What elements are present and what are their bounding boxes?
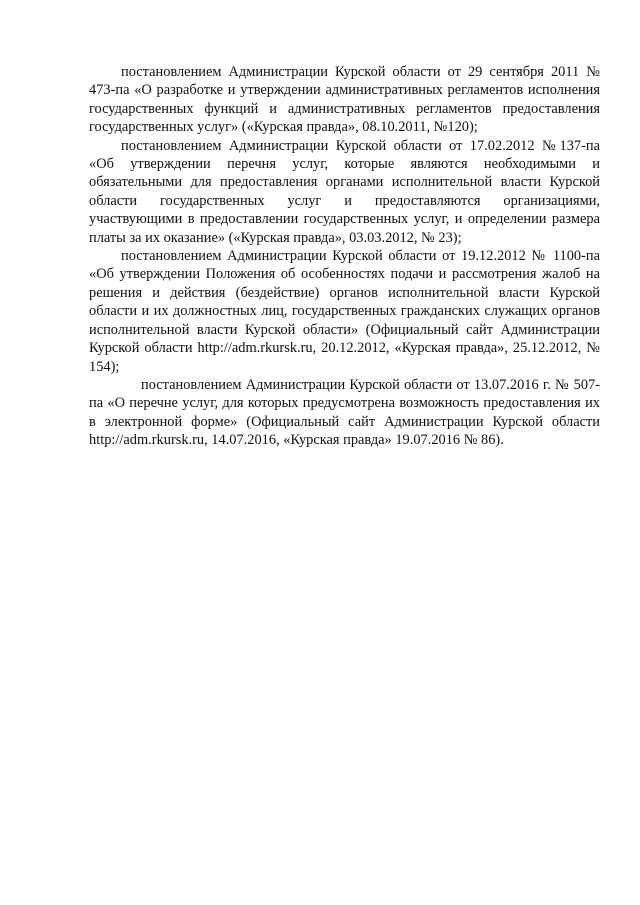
paragraph-resolution-473: постановлением Администрации Курской области от 29 сентября 2011 № 473-па «О разработке и утверждении административных регламентов исполнения государственных функций и административных регламентов предоставления государственных услуг» («Курская правда», 08.10.2011, №120); [89,64,600,136]
paragraph-resolution-507: постановлением Администрации Курской области от 13.07.2016 г. № 507-па «О перечне услуг, для которых предусмотрена возможность предоставления их в электронной форме» (Официальный сайт Администрации Курской области http://adm.rkursk.ru, 14.07.2016, «Курская правда» 19.07.2016 № 86). [89,376,600,449]
document-body [89,63,600,450]
paragraph-resolution-1100: постановлением Администрации Курской области от 19.12.2012 № 1100-па «Об утверждении Положения об особенностях подачи и рассмотрения жалоб на решения и действия (бездействие) органов исполнительной власти Курской области и их должностных лиц, государственных гражданских служащих органов исполнительной власти Курской области» (Официальный сайт Администрации Курской области http://adm.rkursk.ru, 20.12.2012, «Курская правда», 25.12.2012, № 154); [89,248,600,375]
paragraph-resolution-137: постановлением Администрации Курской области от 17.02.2012 №137-па «Об утверждении перечня услуг, которые являются необходимыми и обязательными для предоставления органами исполнительной власти Курской области государственных услуг и предоставляются организациями, участвующими в предоставлении государственных услуг, и определении размера платы за их оказание» («Курская правда», 03.03.2012, № 23); [89,137,600,246]
